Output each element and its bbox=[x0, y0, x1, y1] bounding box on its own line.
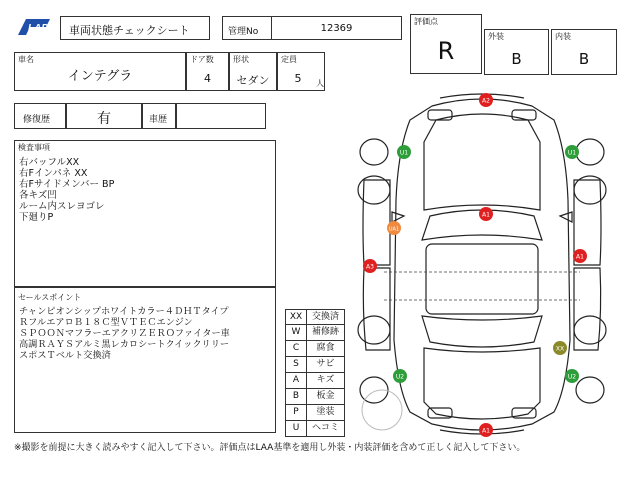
damage-marker bbox=[479, 423, 493, 437]
legend-name: 塗装 bbox=[307, 405, 345, 421]
damage-marker bbox=[387, 221, 401, 235]
sheet-title: 車両状態チェックシート bbox=[60, 16, 210, 40]
gaisou-value: B bbox=[511, 50, 522, 68]
footnote: ※撮影を前提に大きく読みやすく記入して下さい。評価点はLAA基準を適用し外装・内装評価を含めて正しく記入して下さい。 bbox=[14, 443, 526, 453]
legend-name: サビ bbox=[307, 357, 345, 373]
damage-marker-label: A1 bbox=[482, 211, 490, 219]
legend-code: XX bbox=[285, 309, 307, 325]
damage-marker-label: U1 bbox=[399, 149, 409, 157]
doa-value: 4 bbox=[204, 72, 211, 85]
damage-marker-label: U1 bbox=[567, 149, 577, 157]
damage-marker bbox=[479, 207, 493, 221]
shamei-label: 車名 bbox=[18, 55, 34, 64]
legend-row bbox=[285, 373, 345, 389]
legend-name: 板金 bbox=[307, 389, 345, 405]
damage-marker-label: A1 bbox=[576, 253, 584, 261]
damage-marker bbox=[573, 249, 587, 263]
naisou-box bbox=[551, 29, 617, 75]
damage-marker bbox=[363, 259, 377, 273]
shamei-box bbox=[14, 52, 186, 91]
legend-code: B bbox=[285, 389, 307, 405]
doa-label: ドア数 bbox=[190, 55, 214, 64]
kanri-no-label: 管理No bbox=[222, 16, 272, 40]
damage-marker-label: U2 bbox=[395, 373, 405, 381]
teiin-label: 定員 bbox=[281, 55, 297, 64]
naisou-value: B bbox=[578, 50, 590, 68]
car-diagram bbox=[344, 90, 620, 438]
legend-code: P bbox=[285, 405, 307, 421]
shareki-label: 車歴 bbox=[142, 103, 176, 129]
legend-code: S bbox=[285, 357, 307, 373]
keijo-label: 形状 bbox=[233, 55, 249, 64]
teiin-box bbox=[277, 52, 325, 91]
legend-name: 腐食 bbox=[307, 341, 345, 357]
gaisou-box bbox=[484, 29, 549, 75]
sales-points-label: セールスポイント bbox=[18, 293, 82, 302]
shufuku-value: 有 bbox=[66, 103, 142, 129]
damage-legend bbox=[285, 309, 345, 437]
kanri-no-value: 12369 bbox=[271, 16, 402, 40]
damage-marker bbox=[553, 341, 567, 355]
legend-name: 交換済 bbox=[307, 309, 345, 325]
hyoka-value: R bbox=[437, 37, 455, 65]
inspection-text: 右バッフルXX 右Fインパネ XX 右Fサイドメンバー BP 各キズ凹 ルーム内スレヨゴレ 下廻りP bbox=[19, 157, 115, 223]
inspection-box bbox=[14, 140, 276, 287]
teiin-value: 5 bbox=[294, 72, 302, 85]
doa-box bbox=[186, 52, 229, 91]
legend-code: W bbox=[285, 325, 307, 341]
legend-row bbox=[285, 309, 345, 325]
hyoka-box bbox=[410, 14, 482, 74]
legend-code: U bbox=[285, 421, 307, 437]
damage-marker-label: A1 bbox=[482, 427, 490, 435]
legend-row bbox=[285, 357, 345, 373]
damage-marker bbox=[565, 369, 579, 383]
sales-points-text: チャンピオンシップホワイトカラー４ＤＨＴタイプ ＲフルエアロＢ１８Ｃ型ＶＴＥＣエンジン ＳＰＯＯＮマフラーエアクリＺＥＲＯファイター車 高調ＲＡＹＳアルミ黒レカロシートクイックリリー スポスＴベルト交換済 bbox=[19, 306, 230, 361]
keijo-value: セダン bbox=[236, 74, 270, 87]
teiin-unit: 人 bbox=[316, 79, 324, 88]
keijo-box bbox=[229, 52, 277, 91]
shareki-value bbox=[176, 103, 266, 129]
legend-row bbox=[285, 341, 345, 357]
legend-code: A bbox=[285, 373, 307, 389]
legend-name: 補修跡 bbox=[307, 325, 345, 341]
legend-row bbox=[285, 389, 345, 405]
damage-marker-label: UA1 bbox=[388, 226, 400, 233]
shamei-value: インテグラ bbox=[67, 69, 133, 84]
damage-marker bbox=[397, 145, 411, 159]
svg-text:LAP: LAP bbox=[28, 23, 48, 34]
damage-marker-label: A2 bbox=[482, 97, 490, 105]
inspection-label: 検査事項 bbox=[18, 143, 50, 152]
naisou-label: 内装 bbox=[555, 32, 571, 41]
sales-points-box bbox=[14, 287, 276, 433]
damage-marker bbox=[479, 93, 493, 107]
gaisou-label: 外装 bbox=[488, 32, 504, 41]
damage-marker-label: A3 bbox=[366, 263, 374, 271]
legend-row bbox=[285, 405, 345, 421]
legend-row bbox=[285, 421, 345, 437]
damage-marker bbox=[565, 145, 579, 159]
legend-name: ヘコミ bbox=[307, 421, 345, 437]
lap-logo bbox=[16, 17, 52, 37]
legend-name: キズ bbox=[307, 373, 345, 389]
damage-marker bbox=[393, 369, 407, 383]
hyoka-label: 評価点 bbox=[414, 17, 438, 26]
damage-marker-label: XX bbox=[555, 345, 565, 353]
damage-marker-label: U2 bbox=[567, 373, 577, 381]
shufuku-label: 修復歴 bbox=[14, 103, 66, 129]
legend-row bbox=[285, 325, 345, 341]
legend-code: C bbox=[285, 341, 307, 357]
